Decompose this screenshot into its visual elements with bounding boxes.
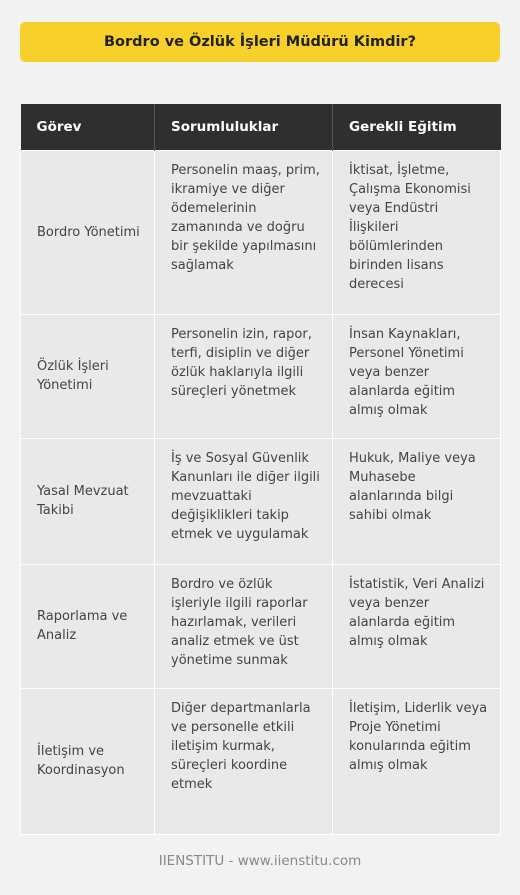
table-row xyxy=(21,688,501,834)
cell-egitim: İstatistik, Veri Analizi veya benzer alanlarda eğitim almış olmak xyxy=(333,564,501,688)
cell-sorumluluk: İş ve Sosyal Güvenlik Kanunları ile diğer ilgili mevzuattaki değişiklikleri takip etmek ve uygulamak xyxy=(155,438,333,564)
cell-egitim: İktisat, İşletme, Çalışma Ekonomisi veya Endüstri İlişkileri bölümlerinden birinden lisans derecesi xyxy=(333,150,501,314)
footer-credit: IIENSTITU - www.iienstitu.com xyxy=(158,853,362,869)
cell-gorev: Özlük İşleri Yönetimi xyxy=(21,314,155,438)
table-row xyxy=(21,564,501,688)
cell-sorumluluk: Personelin maaş, prim, ikramiye ve diğer ödemelerinin zamanında ve doğru bir şekilde yapılmasını sağlamak xyxy=(155,150,333,314)
cell-egitim: Hukuk, Maliye veya Muhasebe alanlarında bilgi sahibi olmak xyxy=(333,438,501,564)
table-row xyxy=(21,438,501,564)
cell-sorumluluk: Bordro ve özlük işleriyle ilgili raporlar hazırlamak, verileri analiz etmek ve üst yönetime sunmak xyxy=(155,564,333,688)
cell-gorev: İletişim ve Koordinasyon xyxy=(21,688,155,834)
page-title: Bordro ve Özlük İşleri Müdürü Kimdir? xyxy=(20,22,500,62)
cell-egitim: İnsan Kaynakları, Personel Yönetimi veya benzer alanlarda eğitim almış olmak xyxy=(333,314,501,438)
table-header-row xyxy=(21,104,501,150)
cell-sorumluluk: Diğer departmanlarla ve personelle etkili iletişim kurmak, süreçleri koordine etmek xyxy=(155,688,333,834)
table-row xyxy=(21,314,501,438)
cell-sorumluluk: Personelin izin, rapor, terfi, disiplin ve diğer özlük haklarıyla ilgili süreçleri yönetmek xyxy=(155,314,333,438)
roles-table xyxy=(20,104,501,835)
column-header-gorev: Görev xyxy=(21,104,155,150)
cell-gorev: Raporlama ve Analiz xyxy=(21,564,155,688)
cell-gorev: Bordro Yönetimi xyxy=(21,150,155,314)
cell-gorev: Yasal Mevzuat Takibi xyxy=(21,438,155,564)
column-header-gerekli-egitim: Gerekli Eğitim xyxy=(333,104,501,150)
cell-egitim: İletişim, Liderlik veya Proje Yönetimi konularında eğitim almış olmak xyxy=(333,688,501,834)
table-row xyxy=(21,150,501,314)
column-header-sorumluluklar: Sorumluluklar xyxy=(155,104,333,150)
